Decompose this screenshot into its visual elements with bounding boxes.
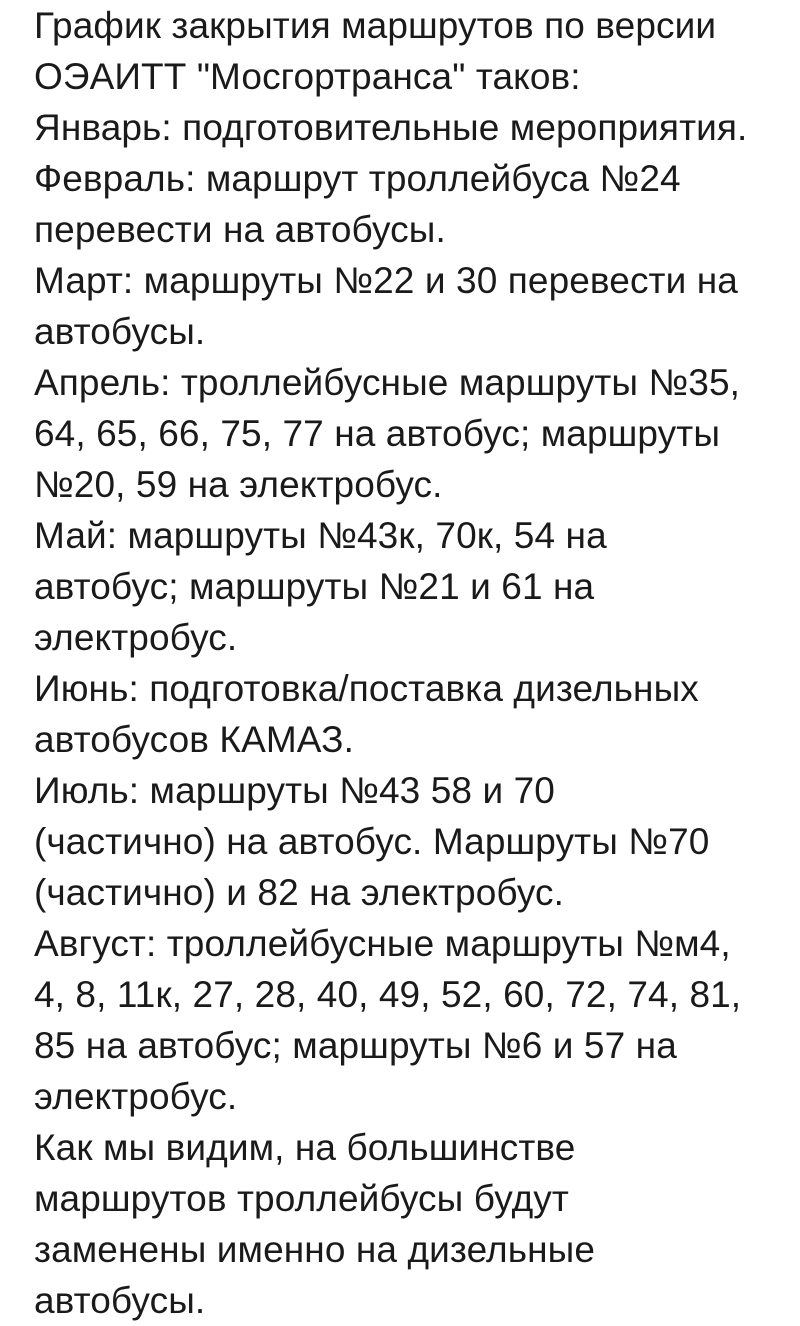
text-line: маршрутов троллейбусы будут bbox=[34, 1178, 569, 1219]
text-line: ОЭАИТТ "Мосгортранса" таков: bbox=[34, 56, 581, 97]
text-line: Февраль: маршрут троллейбуса №24 bbox=[34, 158, 681, 199]
text-line: №20, 59 на электробус. bbox=[34, 464, 443, 505]
text-line: 64, 65, 66, 75, 77 на автобус; маршруты bbox=[34, 413, 721, 454]
text-line: Январь: подготовительные мероприятия. bbox=[34, 107, 748, 148]
text-line: 85 на автобус; маршруты №6 и 57 на bbox=[34, 1025, 677, 1066]
text-line: автобусов КАМАЗ. bbox=[34, 719, 354, 760]
text-line: автобусы. bbox=[34, 1280, 206, 1321]
text-line: 4, 8, 11к, 27, 28, 40, 49, 52, 60, 72, 74, 81, bbox=[34, 974, 742, 1015]
text-line: электробус. bbox=[34, 1076, 238, 1117]
text-line: Март: маршруты №22 и 30 перевести на bbox=[34, 260, 738, 301]
text-line: Май: маршруты №43к, 70к, 54 на bbox=[34, 515, 607, 556]
text-line: электробус. bbox=[34, 617, 238, 658]
text-line: Август: троллейбусные маршруты №м4, bbox=[34, 923, 731, 964]
text-line: перевести на автобусы. bbox=[34, 209, 446, 250]
text-line: Как мы видим, на большинстве bbox=[34, 1127, 576, 1168]
text-line: заменены именно на дизельные bbox=[34, 1229, 595, 1270]
text-line: автобус; маршруты №21 и 61 на bbox=[34, 566, 595, 607]
text-line: Апрель: троллейбусные маршруты №35, bbox=[34, 362, 741, 403]
text-line: (частично) на автобус. Маршруты №70 bbox=[34, 821, 710, 862]
message-text bbox=[34, 0, 794, 1326]
text-line: (частично) и 82 на электробус. bbox=[34, 872, 565, 913]
text-line: График закрытия маршрутов по версии bbox=[34, 5, 717, 46]
text-line: Июль: маршруты №43 58 и 70 bbox=[34, 770, 555, 811]
text-line: Июнь: подготовка/поставка дизельных bbox=[34, 668, 699, 709]
text-line: автобусы. bbox=[34, 311, 206, 352]
